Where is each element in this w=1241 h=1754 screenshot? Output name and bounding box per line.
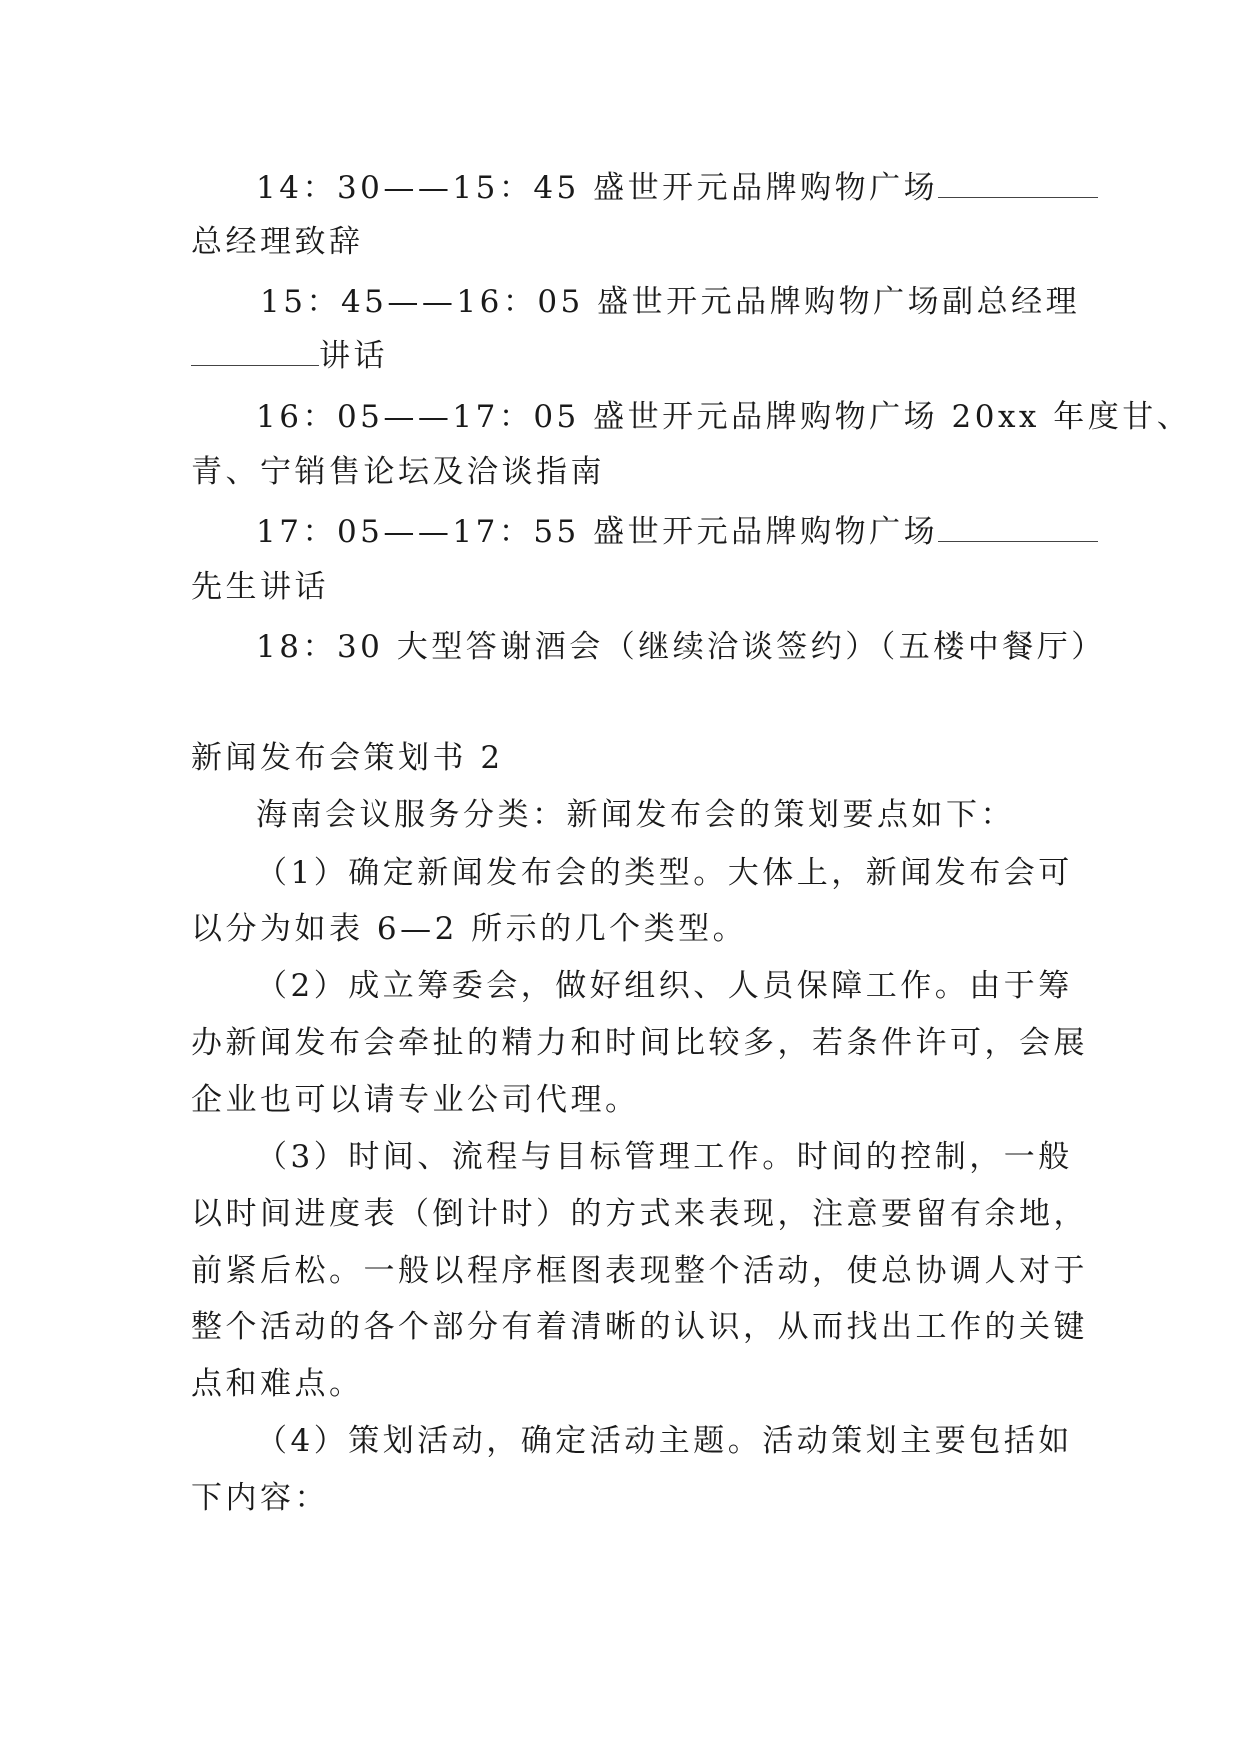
fill-in-blank: [938, 515, 1098, 542]
schedule-item-4-line-2: 先生讲话: [191, 569, 329, 605]
point-2-line-1: （2）成立筹委会，做好组织、人员保障工作。由于筹: [256, 968, 1073, 1004]
schedule-item-1-line-1: [256, 168, 1098, 208]
schedule-item-3-line-2: 青、宁销售论坛及洽谈指南: [191, 454, 605, 490]
schedule-item-4-text: 17：05——17：55 盛世开元品牌购物广场: [256, 514, 939, 550]
section-intro: 海南会议服务分类：新闻发布会的策划要点如下：: [256, 797, 1015, 833]
point-3-line-1: （3）时间、流程与目标管理工作。时间的控制，一般: [256, 1139, 1073, 1175]
point-1-line-1: （1）确定新闻发布会的类型。大体上，新闻发布会可: [256, 855, 1073, 891]
section-title: 新闻发布会策划书 2: [191, 740, 504, 776]
schedule-item-2-line-2: [191, 336, 388, 376]
schedule-item-4-line-1: [256, 512, 1098, 552]
point-3-line-2: 以时间进度表（倒计时）的方式来表现，注意要留有余地，: [191, 1196, 1088, 1232]
schedule-item-2-text: 讲话: [319, 338, 388, 374]
schedule-item-1-text: 14：30——15：45 盛世开元品牌购物广场: [256, 170, 939, 206]
point-1-line-2: 以分为如表 6—2 所示的几个类型。: [191, 911, 748, 947]
point-4-line-2: 下内容：: [191, 1480, 329, 1516]
point-2-line-2: 办新闻发布会牵扯的精力和时间比较多，若条件许可，会展: [191, 1025, 1088, 1061]
point-2-line-3: 企业也可以请专业公司代理。: [191, 1082, 640, 1118]
point-3-line-4: 整个活动的各个部分有着清晰的认识，从而找出工作的关键: [191, 1309, 1088, 1345]
fill-in-blank: [191, 339, 319, 366]
point-3-line-5: 点和难点。: [191, 1366, 364, 1402]
schedule-item-1-line-2: 总经理致辞: [191, 224, 364, 260]
fill-in-blank: [938, 171, 1098, 198]
point-3-line-3: 前紧后松。一般以程序框图表现整个活动，使总协调人对于: [191, 1253, 1088, 1289]
schedule-item-5-line-1: 18：30 大型答谢酒会（继续洽谈签约）（五楼中餐厅）: [256, 629, 1106, 665]
schedule-item-2-line-1: 15：45——16：05 盛世开元品牌购物广场副总经理: [260, 284, 1081, 320]
point-4-line-1: （4）策划活动，确定活动主题。活动策划主要包括如: [256, 1423, 1073, 1459]
schedule-item-3-line-1: 16：05——17：05 盛世开元品牌购物广场 20xx 年度甘、: [256, 399, 1192, 435]
